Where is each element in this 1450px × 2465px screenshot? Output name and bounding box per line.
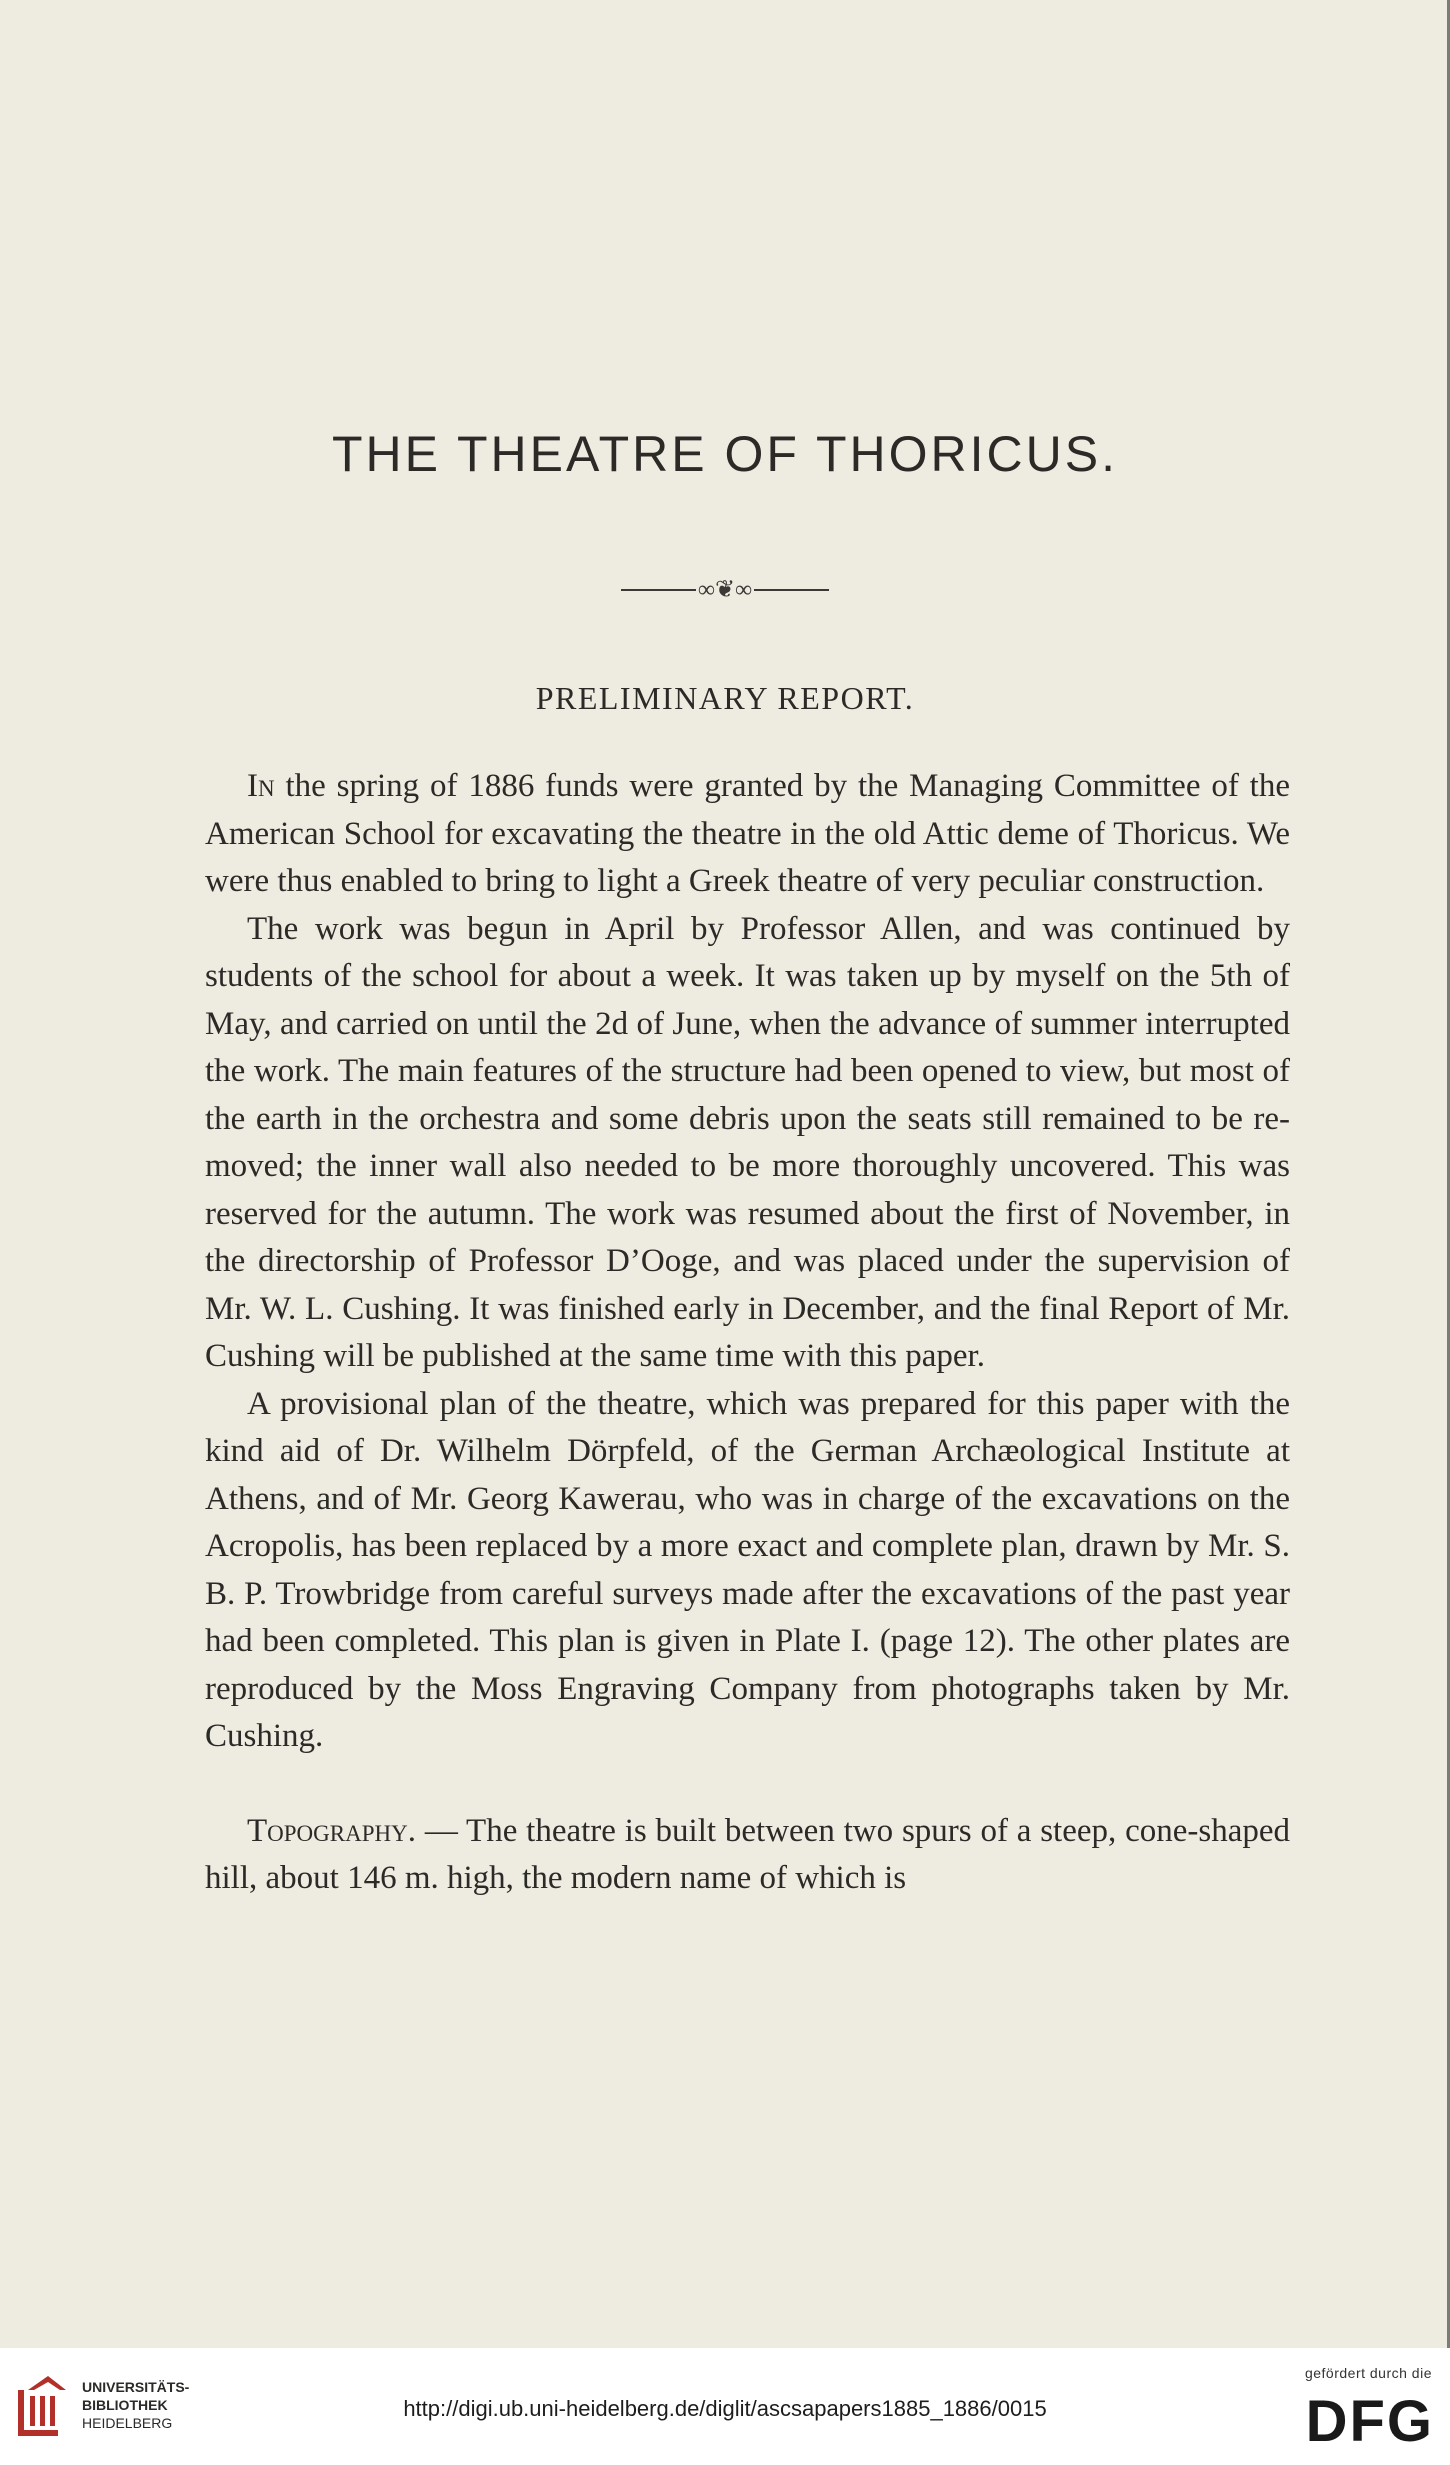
paragraph — [205, 1808, 1290, 1903]
ornament-rule-right — [754, 589, 829, 591]
document-subtitle: PRELIMINARY REPORT. — [535, 680, 915, 716]
ornament-rule-left — [621, 589, 696, 591]
ornament-glyph: ∞❦∞ — [697, 577, 753, 603]
paragraph — [205, 906, 1290, 1381]
paragraph-text: the spring of 1886 funds were granted by the Managing Committee of the American School for excavating the theatre in the old Attic deme of Thoricus. We were thus enabled to bring to light a Greek theatre of very peculiar construction. — [205, 768, 1290, 899]
library-name-line: UNIVERSITÄTS- — [82, 2379, 190, 2395]
paragraph-lead: Topography. — [247, 1812, 416, 1849]
document-title: THE THEATRE OF THORICUS. — [332, 426, 1118, 482]
dfg-logo: DFG — [1305, 2389, 1434, 2454]
ornament-divider — [0, 575, 1450, 604]
paragraph-text: The work was begun in April by Professor Allen, and was continued by students of the school for about a week. It was taken up by myself on the 5th of May, and carried on until the 2d of June, when the advance of summer interrupted the work. The main features of the structure had been opened to view, but most of the earth in the orchestra and some debris upon the seats still remained to be removed; the inner wall also needed to be more thoroughly uncovered. This was reserved for the autumn. The work was resumed about the first of November, in the directorship of Professor D’Ooge, and was placed under the supervision of Mr. W. L. Cushing. It was finished early in December, and the final Report of Mr. Cushing will be published at the same time with this paper. — [205, 910, 1290, 1374]
paragraph — [205, 763, 1290, 906]
paragraph-text: — The theatre is built between two spurs of a steep, cone-shaped hill, about 146 m. high, the modern name of which is — [205, 1812, 1290, 1896]
paragraph — [205, 1381, 1290, 1761]
paragraph-text: A provisional plan of the theatre, which was prepared for this paper with the kind aid of Dr. Wilhelm Dörpfeld, of the German Archæological Institute at Athens, and of Mr. Georg Kawerau, who was in charge of the excavations on the Acropolis, has been replaced by a more exact and complete plan, drawn by Mr. S. B. P. Trowbridge from careful surveys made after the excavations of the past year had been completed. This plan is given in Plate I. (page 12). The other plates are reproduced by the Moss Engraving Company from photographs taken by Mr. Cushing. — [205, 1385, 1290, 1754]
paragraph-lead: In — [247, 768, 275, 804]
library-name-line: BIBLIOTHEK — [82, 2397, 168, 2413]
body-text — [205, 763, 1290, 1903]
permalink-url[interactable]: http://digi.ub.uni-heidelberg.de/diglit/ascsapapers1885_1886/0015 — [403, 2396, 1047, 2421]
library-name-line: HEIDELBERG — [82, 2415, 173, 2431]
funding-label: gefördert durch die — [1304, 2365, 1432, 2381]
